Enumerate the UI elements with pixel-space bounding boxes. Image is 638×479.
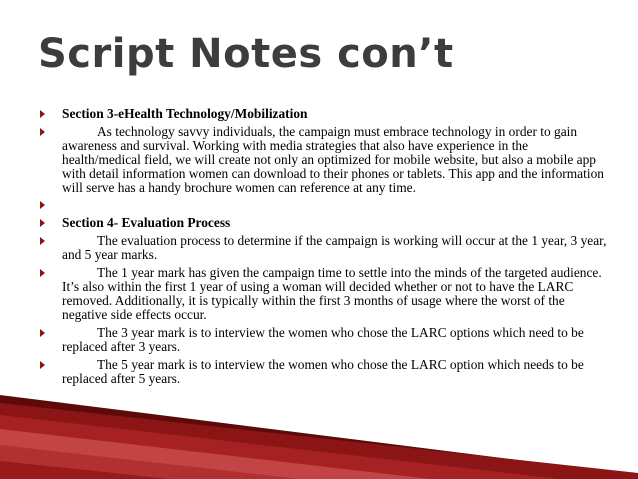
- bullet-text: The evaluation process to determine if the campaign is working will occur at the 1 year, 3 year, and 5 year marks.: [62, 233, 607, 263]
- arrow-bullet-icon: [40, 219, 45, 227]
- bullet-list: [40, 107, 610, 389]
- arrow-bullet-icon: [40, 128, 45, 136]
- bullet-item: [40, 125, 610, 195]
- bullet-item: [40, 326, 610, 354]
- bullet-item: [40, 234, 610, 262]
- arrow-bullet-icon: [40, 110, 45, 118]
- bullet-item: [40, 216, 610, 230]
- bullet-item: [40, 266, 610, 322]
- footer-stripe: [0, 429, 430, 479]
- section-heading: Section 4- Evaluation Process: [62, 215, 231, 231]
- bullet-item: [40, 358, 610, 386]
- decorative-footer-stripes: [0, 389, 638, 479]
- arrow-bullet-icon: [40, 329, 45, 337]
- bullet-item: [40, 198, 610, 212]
- footer-stripe: [0, 395, 638, 479]
- bullet-text: The 3 year mark is to interview the women who chose the LARC options which need to be replaced after 3 years.: [62, 324, 584, 354]
- footer-stripe: [0, 445, 300, 479]
- footer-stripe: [0, 461, 170, 479]
- arrow-bullet-icon: [40, 269, 45, 277]
- slide-title: Script Notes con’t: [38, 31, 454, 77]
- arrow-bullet-icon: [40, 201, 45, 209]
- bullet-text: The 1 year mark has given the campaign time to settle into the minds of the targeted audience. It’s also within the first 1 year of using a woman will decided whether or not to have the LARC removed. Additionally, it is typically within the first 3 months of usage where the worst of the negative side effects occur.: [62, 265, 602, 322]
- section-heading: Section 3-eHealth Technology/Mobilization: [62, 106, 308, 121]
- bullet-text: The 5 year mark is to interview the women who chose the LARC option which needs to be replaced after 5 years.: [62, 356, 584, 386]
- bullet-item: [40, 107, 610, 121]
- arrow-bullet-icon: [40, 361, 45, 369]
- arrow-bullet-icon: [40, 237, 45, 245]
- footer-stripe: [0, 403, 638, 479]
- footer-stripe: [0, 415, 560, 479]
- bullet-text: As technology savvy individuals, the campaign must embrace technology in order to gain awareness and survival. Working with media strategies that also have experience in the health/medical field, we will create not only an optimized for mobile website, but also a mobile app with detail information women can download to their phones or tablets. This app and the information will serve has a handy brochure women can reference at any time.: [62, 123, 604, 195]
